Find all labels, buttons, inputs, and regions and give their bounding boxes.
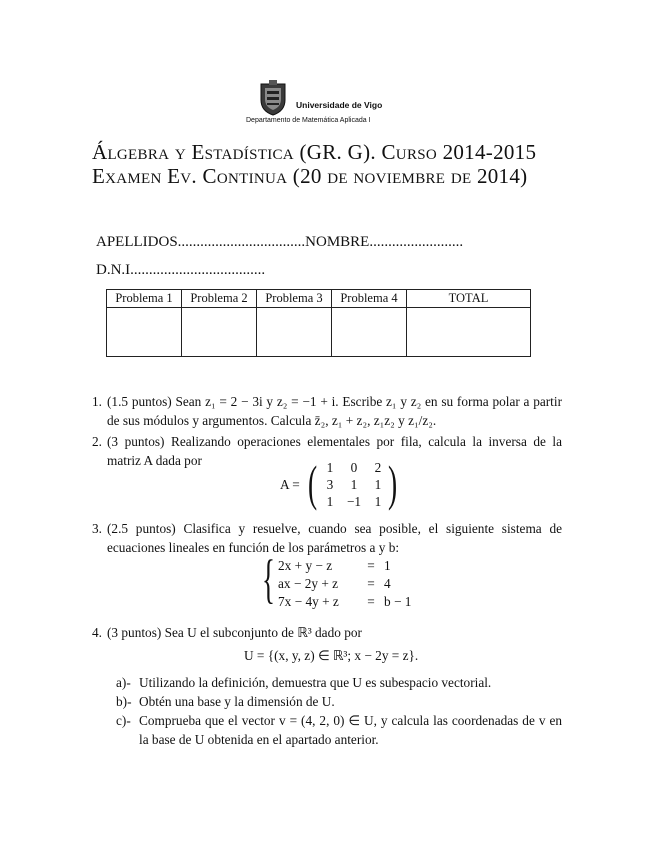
problem-number: 4. (92, 625, 102, 640)
equation-lhs: 7x − 4y + z (278, 594, 339, 609)
problem-text: (3 puntos) Realizando operaciones elementales por fila, calcula la inversa de la matriz A dada por (107, 434, 562, 468)
grades-header-row (107, 290, 531, 308)
apellidos-nombre-field[interactable]: APELLIDOS..................................NOMBRE......................... (96, 234, 464, 250)
matrix-cell: 1 (374, 477, 382, 492)
problem-number: 3. (92, 521, 102, 536)
equation-row (278, 558, 391, 574)
matrix-cell: 1 (326, 460, 334, 475)
equation-rhs: 4 (384, 576, 391, 591)
university-logo (246, 80, 418, 130)
subpart-c (116, 711, 562, 749)
exam-title-line2: Examen Ev. Continua (20 de noviembre de 2014) (92, 164, 528, 188)
problem-number: 1. (92, 394, 102, 409)
set-definition: U = {(x, y, z) ∈ ℝ³; x − 2y = z}. (244, 648, 419, 663)
equation-row (278, 594, 411, 610)
matrix-cell: 1 (374, 494, 382, 509)
header-total: TOTAL (407, 290, 531, 308)
subpart-b (116, 692, 562, 711)
matrix-cell: −1 (346, 494, 362, 509)
exam-title-line1: Álgebra y Estadística (GR. G). Curso 2014-2015 (92, 140, 537, 164)
equation-lhs: 2x + y − z (278, 558, 333, 573)
equation-rhs: 1 (384, 558, 391, 573)
matrix-cell: 2 (374, 460, 382, 475)
header-problema-1: Problema 1 (107, 290, 182, 308)
matrix-cell: 3 (326, 477, 334, 492)
subpart-text: Utilizando la definición, demuestra que U es subespacio vectorial. (139, 675, 492, 690)
equation-rhs: b − 1 (384, 594, 412, 609)
left-paren-icon: ( (308, 455, 318, 511)
score-cell-4[interactable] (332, 308, 407, 357)
equation-row (278, 576, 391, 592)
score-cell-2[interactable] (182, 308, 257, 357)
subpart-text: Comprueba que el vector v = (4, 2, 0) ∈ U, y calcula las coordenadas de v en la base de U obtenida en el apartado anterior. (139, 713, 562, 747)
subpart-text: Obtén una base y la dimensión de U. (139, 694, 335, 709)
score-cell-1[interactable] (107, 308, 182, 357)
score-cell-total[interactable] (407, 308, 531, 357)
subpart-a (116, 673, 562, 692)
university-name: Universidade de Vigo (296, 100, 383, 110)
problem-3 (92, 519, 562, 557)
problem-1 (92, 392, 562, 430)
header-problema-2: Problema 2 (182, 290, 257, 308)
problem-text: (3 puntos) Sea U el subconjunto de ℝ³ dado por (107, 625, 362, 640)
matrix-cell: 1 (326, 494, 334, 509)
university-seal-icon (258, 80, 288, 116)
left-brace-icon: { (262, 549, 275, 609)
problem-text: (2.5 puntos) Clasifica y resuelve, cuando sea posible, el siguiente sistema de ecuaciones lineales en función de los parámetros a y b: (107, 521, 562, 555)
matrix-cell: 1 (350, 477, 358, 492)
subpart-label: b)- (116, 694, 132, 709)
department-name: Departamento de Matemática Aplicada I (246, 117, 371, 124)
equation-lhs: ax − 2y + z (278, 576, 339, 591)
problem-4 (92, 623, 562, 642)
equals-sign: = (367, 576, 375, 591)
grades-table (106, 289, 531, 357)
matrix-label: A = (280, 477, 300, 492)
right-paren-icon: ) (388, 455, 398, 511)
grades-score-row (107, 308, 531, 357)
matrix-a (280, 455, 400, 512)
equation-system (262, 549, 422, 610)
header-problema-3: Problema 3 (257, 290, 332, 308)
score-cell-3[interactable] (257, 308, 332, 357)
subpart-label: c)- (116, 713, 131, 728)
equals-sign: = (367, 594, 375, 609)
subpart-label: a)- (116, 675, 131, 690)
equals-sign: = (367, 558, 375, 573)
header-problema-4: Problema 4 (332, 290, 407, 308)
matrix-cell: 0 (350, 460, 358, 475)
problem-text: (1.5 puntos) Sean z₁ = 2 − 3i y z₂ = −1 + i. Escribe z₁ y z₂ en su forma polar a partir de sus módulos y argumentos. Calcula z̄₂, z₁ + z₂, z₁z₂ y z₁/z₂. (107, 394, 562, 428)
dni-field[interactable]: D.N.I.................................... (96, 262, 266, 278)
problem-number: 2. (92, 434, 102, 449)
